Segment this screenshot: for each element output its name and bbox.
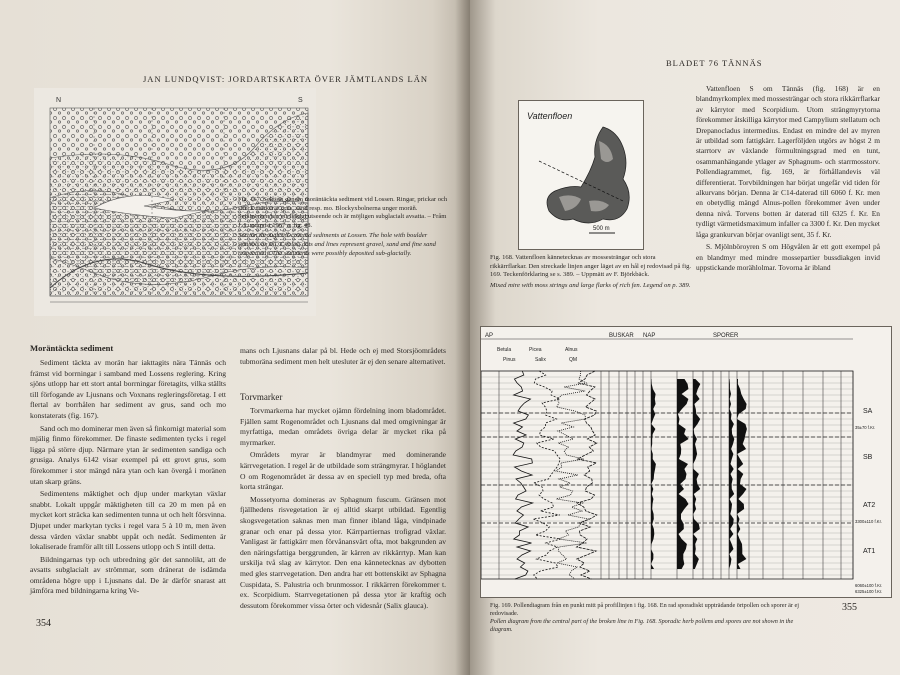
zone-at2: AT2 bbox=[863, 502, 876, 509]
figure-167-caption-sv: Fig. 167. Sektion genom moräntäckta sediment vid Lossen. Ringar, prickar och streck markerar grus, sand resp. mo. Blockyxbolnerna unger moräň. Sedimenten har ett fläkigt utseende och är möjligen subglacialt avsatta. – Fråm J. Lundqvist 1967 a, fig. 48. bbox=[238, 196, 448, 229]
zone-sb: SB bbox=[863, 454, 873, 461]
pollen-curves bbox=[513, 371, 747, 579]
legend-betula: Betula bbox=[497, 347, 512, 353]
figure-169-caption-sv: Fig. 169. Pollendiagram från en punkt mitt på profillinjen i fig. 168. En rad sporadiskt uppträdande örtpollen och sporer är ej redovisade. bbox=[490, 602, 799, 617]
figure-168-map bbox=[518, 100, 644, 250]
map-scale: 500 m bbox=[593, 226, 610, 232]
group-label-buskar: BUSKAR bbox=[609, 333, 634, 339]
pollen-diagram-drawing bbox=[481, 327, 891, 597]
right-column bbox=[696, 84, 880, 275]
pinus-curve bbox=[513, 371, 533, 579]
salix-silhouette bbox=[651, 379, 656, 569]
paragraph: mans och Ljusnans dalar på bl. Hede och ej med Storsjöområdets tubmoränа sediment men helt utesluter är ej den senare alternativet. bbox=[240, 346, 446, 366]
paragraph: Områdets myrar är blandmyrar med dominerande kärrvegetation. I regel är de utbildade som strängmyrar. I höglandet O om Rogenområdet är dessa av en speciell typ med breda, ofta korta strängar. bbox=[240, 450, 446, 492]
right-page-number: 355 bbox=[842, 602, 857, 613]
paragraph: Vattenfloen S om Tännäs (fig. 168) är en blandmyrkomplex med mossesträngar och stora rikkärrflarkar av kärrytor med Scorpidium. Utom strängmyrytorna förekommer åtskilliga kärrytor med Campylium stellatum och Drepanocladus intermedius. Endast en mindre del av myren är utbildad som fattigkärr. Lagerföljden utgörs av högst 2 m starrtorv av växlande förmultningsgrad med en tunt, osammanhängande ytlager av Sphagnum- och starrmosstorv. Pollendiagrammet, fig. 169, är förhållandevis väl differentierat. Torvbildningen har börjat ungefär vid tiden för alkurvans början. Denna är C14-daterad till 6060 f. Kr. men en obetydlig mängd Alnus-pollen förekommer även under denna nivå. Torvens botten är daterad till 6325 f. Kr. En tydligt värmetidsmaximum infaller ca 3300 f. Kr. Den mycket låga grankurvan börjar ovanligt sent, 35 f. Kr. bbox=[696, 84, 880, 239]
zone-at1: AT1 bbox=[863, 548, 876, 555]
diagram-frame bbox=[481, 371, 853, 579]
paragraph: Sedimentens mäktighet och djup under markytan växlar snabbt. Lokalt uppgår mäktigheten till ca 20 m men på en mycket kort sträcka kan sedimenten tunna ut och helt försvinna. Djupet under markytan tycks i regel vara 5 à 10 m, men även dessa värden växlar snabbt uppåt och nedåt. Sedimenten är lokaliserade framför allt till Lossens utlopp och S intill detta. bbox=[30, 489, 226, 552]
section-heading-moranetackta: Moräntäckta sediment bbox=[30, 343, 114, 353]
paragraph: Sand och mo dominerar men även så finkornigt material som mjälig finmo förekommer. De finaste sedimenten tycks i regel ligga på större djup. Närmare ytan är sedimenten sandiga och grusiga. Analys 6142 visar exempel på ett grovt grus, som förekommer i stor mängd nära ytan och kan övergå i moränen utan skarp gräns. bbox=[30, 423, 226, 486]
left-column-2 bbox=[240, 346, 446, 369]
group-label-sporer: SPORER bbox=[713, 333, 739, 339]
left-column-2b bbox=[240, 406, 446, 613]
zone-sa: SA bbox=[863, 408, 873, 415]
figure-169-caption-en: Pollen diagram from the central part of the broken line in Fig. 168. Sporadic herb pollens and spores are not shown in the diagram. bbox=[490, 618, 794, 633]
paragraph: S. Mjölnböroyren S om Högvålen är ett gott exempel på en blandmyr med mindre mossepartier bussdiakgen invid uppstickande morählolmar. Tovorna är ibland bbox=[696, 242, 880, 272]
north-label: N bbox=[56, 97, 62, 104]
spore-silhouette bbox=[729, 379, 734, 569]
date-label: 6325±100 f.Kr. bbox=[855, 589, 883, 594]
figure-168-caption-sv: Fig. 168. Vattenfloen kännetecknas av mossesträngar och stora rikkärrflarkar. Den streckade linjen anger läget av en hål ej redovisad på fig. 169. Teckenförklaring se s. 389. – Uppmätt av F. Björkbäck. bbox=[490, 254, 692, 279]
legend-alnus: Alnus bbox=[565, 347, 578, 353]
sphagnum-silhouette bbox=[737, 379, 747, 569]
legend-qm: QM bbox=[569, 357, 578, 363]
figure-169-caption bbox=[490, 602, 810, 634]
figure-167-caption bbox=[238, 196, 450, 258]
legend-pinus: Pinus bbox=[503, 357, 516, 363]
paragraph: Bildningarnas typ och utbredning gör det sannolikt, att de avsatts subglacialt av strömmar, som dränerat de isdämda områdena högre upp i Ljusnans dal. De är därför snarast att jämföra med bildningarna kring Ve- bbox=[30, 554, 226, 596]
map-title: Vattenfloen bbox=[527, 111, 573, 121]
left-running-header: JAN LUNDQVIST: JORDARTSKARTA ÖVER JÄMTLANDS LÄN bbox=[143, 74, 429, 84]
cyperaceae-silhouette bbox=[693, 379, 700, 569]
date-label: 6060±100 f.Kr. bbox=[855, 583, 883, 588]
pollen-grid bbox=[481, 371, 853, 579]
paragraph: Mossetyorna domineras av Sphagnum fuscum. Gränsen mot fjällhedens risvegetation är ej alltid skarpt utbildad. Egentlig skogsvegetation saknas men man finner ibland låga, vindpinade granar och enar på dessa ytor. Kärrpartiernas trofigrad växlar. Vanligast är fattigkärr men förvånansvärt ofta, mot bakgrunden av den näringsfattiga berggrunden, är kärren av rikkärrtyp. Man kan urskilja två slag av kärrytor. Den ena kännetecknas av dybotten med gles starrvegetation. Den andra har ett bottenskikt av Sphagna Cuspidata, S. Palustria och brunmossor. I rikkärren förekommer t. ex. Scorpidium. Starrvegetationen på dessa ytor är kraftig och dessutom förekommer vissa örter och videsnår (Salix glauca). bbox=[240, 494, 446, 610]
section-heading-torvmarker: Torvmarker bbox=[240, 392, 283, 402]
south-label: S bbox=[298, 97, 303, 104]
right-page bbox=[470, 0, 900, 675]
paragraph: Sediment täckta av morän har iakttagits nära Tännäs och främst vid borrningar i samband med Lossens reglering. Kring sjöns utlopp har ett stort antal borrningar företagits, vilka ställts till förfogande av Ljusnans och Voxnans regleringsföretag. I ett flertal av borrhålen har sediment av grus, sand och mo konstaterats (fig. 167). bbox=[30, 358, 226, 420]
paragraph: Torvmarkerna har mycket ojämn fördelning inom bladområdet. Fjällen samt Rogenområdet och Ljusnans dal med omgivningar är myrfattiga, medan områdets övriga delar är mycket rika på myrmarker. bbox=[240, 406, 446, 447]
left-page-number: 354 bbox=[36, 618, 51, 629]
gramineae-silhouette bbox=[677, 379, 689, 569]
date-label: 3300±110 f.Kr. bbox=[855, 519, 882, 524]
figure-168-caption bbox=[490, 254, 694, 290]
right-running-header: BLADET 76 TÄNNÄS bbox=[666, 58, 763, 68]
figure-167-caption-en: Section through till-covered sediments at Lossen. The hole with boulder symbols on till. Circles, dots and lines represent gravel, sand and fine sand respectively. The sediments were possibly deposited sub-glacially. bbox=[238, 232, 436, 257]
legend-salix: Salix bbox=[535, 357, 546, 363]
group-label-nap: NAP bbox=[643, 333, 656, 339]
legend-picea: Picea bbox=[529, 347, 542, 353]
figure-168-caption-en: Mixed mire with moss strings and large flarks of rich fen. Legend on p. 389. bbox=[490, 281, 691, 289]
picea-curve bbox=[577, 371, 597, 579]
betula-curve bbox=[533, 371, 561, 579]
figure-169-pollen-diagram bbox=[480, 326, 892, 598]
group-label-ap: AP bbox=[485, 333, 494, 339]
map-drawing bbox=[519, 101, 643, 249]
left-column-1 bbox=[30, 358, 226, 599]
date-label: 35±70 f.Kr. bbox=[855, 425, 876, 430]
